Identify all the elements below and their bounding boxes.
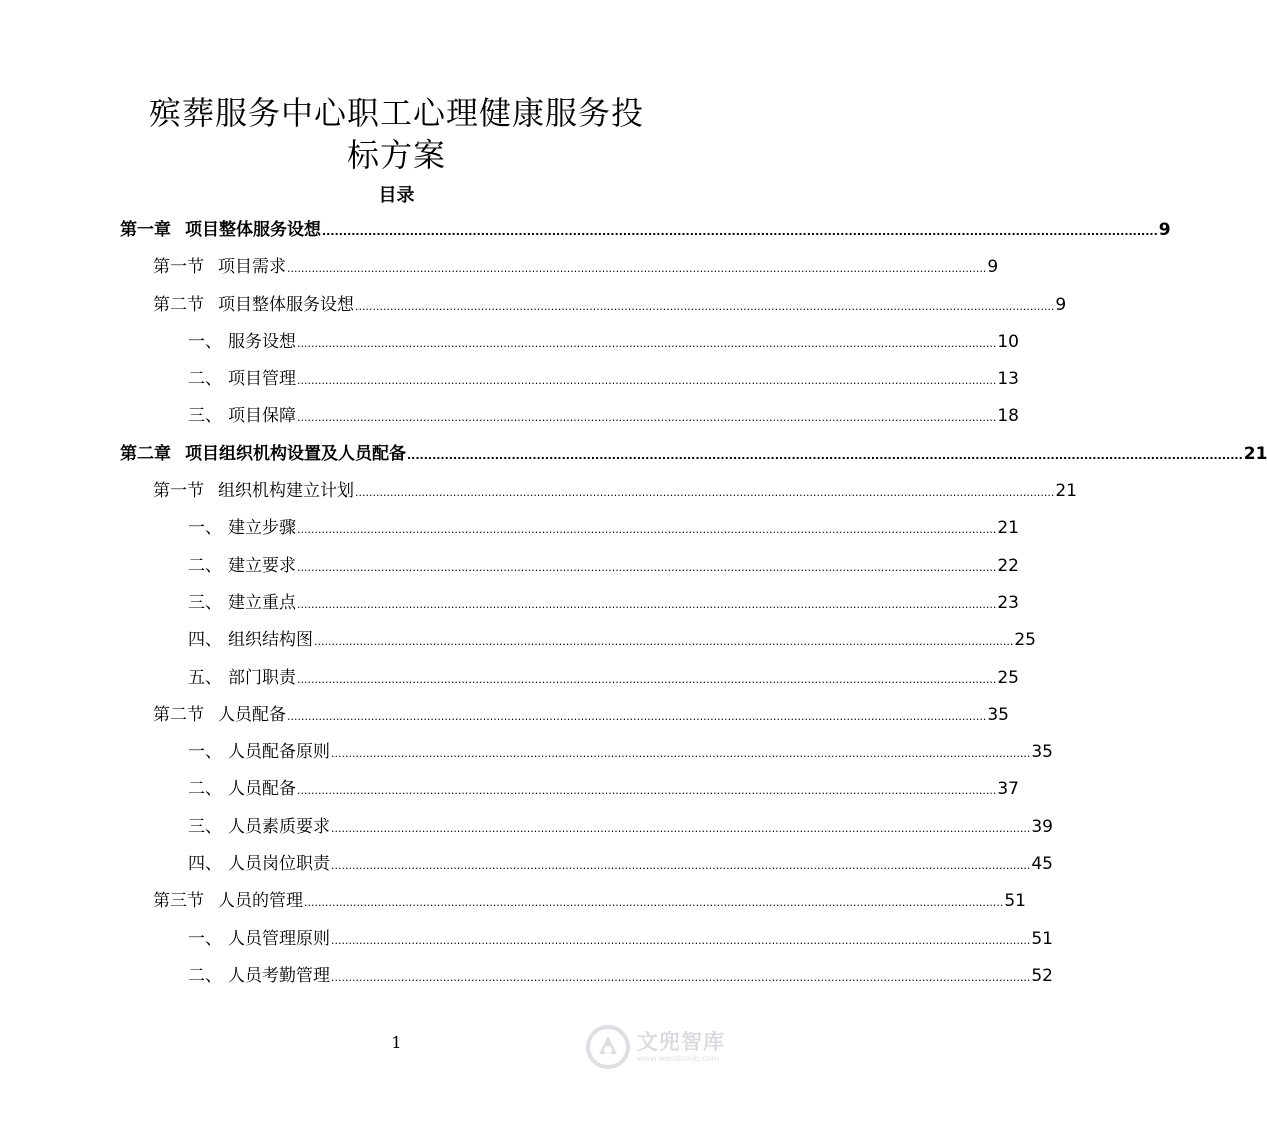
toc-dot-leader: ........................................................................................................................................................................................................ [355,299,1055,313]
toc-entry-text [188,510,296,547]
toc-entry[interactable] [120,361,1019,398]
toc-entry-label: 二、 [188,369,222,390]
toc-entry-title: 人员管理原则 [228,928,330,949]
toc-entry[interactable] [120,287,1067,324]
toc-entry-text [188,846,330,883]
toc-entry[interactable] [120,734,1053,771]
toc-entry[interactable] [120,249,999,286]
toc-entry[interactable] [120,660,1019,697]
toc-entry-page: 23 [997,592,1019,613]
toc-entry-label: 一、 [188,518,222,539]
toc-entry-label: 第三节 [153,891,204,912]
toc-entry-text [188,958,330,995]
toc-entry-label: 二、 [188,779,222,800]
toc-dot-leader: ........................................................................................................................................................................................................ [314,635,1014,649]
toc-entry[interactable] [120,510,1019,547]
toc-dot-leader: ........................................................................................................................................................................................................ [297,336,997,350]
toc-entry-title: 人员配备 [218,704,286,725]
toc-entry[interactable] [120,585,1019,622]
wendoc-logo-icon [585,1024,631,1070]
toc-entry-text [120,436,406,473]
toc-entry-text [153,249,286,286]
toc-entry-page: 35 [1031,742,1053,763]
toc-entry-title: 项目整体服务设想 [218,294,354,315]
toc-dot-leader: ........................................................................................................................................................................................................ [331,859,1031,873]
toc-entry-label: 一、 [188,331,222,352]
toc-dot-leader: ........................................................................................................................................................................................................ [297,523,997,537]
toc-dot-leader: ........................................................................................................................................................................................................ [407,448,1243,462]
toc-entry[interactable] [120,921,1053,958]
table-of-contents [120,212,1267,995]
toc-entry[interactable] [120,212,1171,249]
toc-entry-page: 35 [987,704,1009,725]
toc-entry-text [188,585,296,622]
toc-entry-page: 13 [997,369,1019,390]
toc-entry-label: 第二节 [153,294,204,315]
toc-entry-title: 项目保障 [228,406,296,427]
toc-entry-text [188,622,313,659]
toc-entry-label: 一、 [188,742,222,763]
toc-entry-page: 9 [1158,220,1171,240]
toc-entry-page: 25 [1014,630,1036,651]
toc-entry-page: 39 [1031,816,1053,837]
toc-entry-title: 建立要求 [228,555,296,576]
toc-entry-text [188,921,330,958]
toc-entry-title: 服务设想 [228,331,296,352]
toc-entry-page: 21 [997,518,1019,539]
toc-dot-leader: ........................................................................................................................................................................................................ [297,560,997,574]
toc-dot-leader: ........................................................................................................................................................................................................ [322,225,1158,238]
toc-dot-leader: ........................................................................................................................................................................................................ [355,486,1055,500]
toc-entry[interactable] [120,324,1019,361]
toc-entry-label: 三、 [188,406,222,427]
toc-dot-leader: ........................................................................................................................................................................................................ [304,896,1004,910]
toc-dot-leader: ........................................................................................................................................................................................................ [331,821,1031,835]
toc-entry-page: 10 [997,331,1019,352]
toc-entry[interactable] [120,958,1053,995]
toc-entry[interactable] [120,809,1053,846]
toc-entry-text [188,398,296,435]
toc-entry-title: 人员考勤管理 [228,965,330,986]
toc-entry-label: 第二节 [153,704,204,725]
toc-entry-page: 21 [1243,443,1267,464]
toc-entry-label: 二、 [188,555,222,576]
toc-entry-page: 9 [1055,294,1067,315]
toc-entry-page: 51 [1031,928,1053,949]
toc-entry-label: 三、 [188,816,222,837]
toc-entry-text [188,361,296,398]
toc-dot-leader: ........................................................................................................................................................................................................ [331,933,1031,947]
toc-entry[interactable] [120,548,1019,585]
toc-dot-leader: ........................................................................................................................................................................................................ [297,672,997,686]
toc-entry-label: 三、 [188,592,222,613]
toc-heading: 目录 [378,185,415,206]
toc-dot-leader: ........................................................................................................................................................................................................ [297,784,997,798]
toc-entry-label: 一、 [188,928,222,949]
toc-entry-title: 组织结构图 [228,630,313,651]
toc-entry-title: 建立步骤 [228,518,296,539]
toc-entry-label: 五、 [188,667,222,688]
toc-entry-page: 45 [1031,854,1053,875]
toc-entry[interactable] [120,398,1019,435]
toc-dot-leader: ........................................................................................................................................................................................................ [287,262,987,276]
toc-entry-title: 项目组织机构设置及人员配备 [185,443,406,464]
toc-entry-label: 第二章 [120,443,171,464]
toc-entry-text [153,287,354,324]
toc-entry-label: 第一节 [153,481,204,502]
toc-entry-title: 人员岗位职责 [228,854,330,875]
watermark-url: www.wenduolib.com [637,1054,720,1063]
toc-entry-title: 人员配备原则 [228,742,330,763]
toc-entry[interactable] [120,846,1053,883]
document-title [0,92,793,176]
toc-entry-text [188,809,330,846]
toc-entry[interactable] [120,436,1267,473]
toc-entry-page: 51 [1004,891,1026,912]
toc-entry-text [188,771,296,808]
toc-dot-leader: ........................................................................................................................................................................................................ [287,709,987,723]
toc-entry-title: 部门职责 [228,667,296,688]
toc-entry-title: 人员的管理 [218,891,303,912]
page-number: 1 [391,1033,402,1052]
toc-entry-text [188,660,296,697]
toc-entry-label: 第一章 [120,220,171,240]
toc-entry-title: 人员配备 [228,779,296,800]
toc-entry[interactable] [120,771,1019,808]
toc-entry-title: 建立重点 [228,592,296,613]
toc-entry[interactable] [120,473,1077,510]
toc-entry-text [153,473,354,510]
toc-entry-label: 四、 [188,630,222,651]
toc-entry-title: 项目整体服务设想 [185,220,321,240]
toc-entry-page: 52 [1031,965,1053,986]
toc-entry-title: 项目管理 [228,369,296,390]
document-title-line-2: 标方案 [346,136,446,174]
toc-entry-text [188,734,330,771]
watermark-name: 文兜智库 [637,1030,725,1054]
toc-entry-text [120,212,321,249]
toc-entry-label: 四、 [188,854,222,875]
toc-entry-page: 18 [997,406,1019,427]
toc-dot-leader: ........................................................................................................................................................................................................ [297,374,997,388]
toc-dot-leader: ........................................................................................................................................................................................................ [331,747,1031,761]
toc-dot-leader: ........................................................................................................................................................................................................ [297,411,997,425]
toc-entry-title: 组织机构建立计划 [218,481,354,502]
toc-entry-label: 二、 [188,965,222,986]
toc-entry-text [188,324,296,361]
watermark [585,1022,755,1072]
toc-dot-leader: ........................................................................................................................................................................................................ [331,970,1031,984]
toc-entry-label: 第一节 [153,257,204,278]
toc-entry-title: 人员素质要求 [228,816,330,837]
toc-entry[interactable] [120,622,1036,659]
toc-entry-page: 9 [987,257,999,278]
toc-entry-text [188,548,296,585]
toc-entry-page: 21 [1055,481,1077,502]
toc-dot-leader: ........................................................................................................................................................................................................ [297,597,997,611]
toc-entry[interactable] [120,697,1009,734]
toc-entry[interactable] [120,883,1026,920]
toc-entry-text [153,883,303,920]
document-title-line-1: 殡葬服务中心职工心理健康服务投 [148,94,644,132]
toc-entry-page: 25 [997,667,1019,688]
toc-entry-title: 项目需求 [218,257,286,278]
toc-entry-page: 22 [997,555,1019,576]
toc-entry-page: 37 [997,779,1019,800]
toc-entry-text [153,697,286,734]
